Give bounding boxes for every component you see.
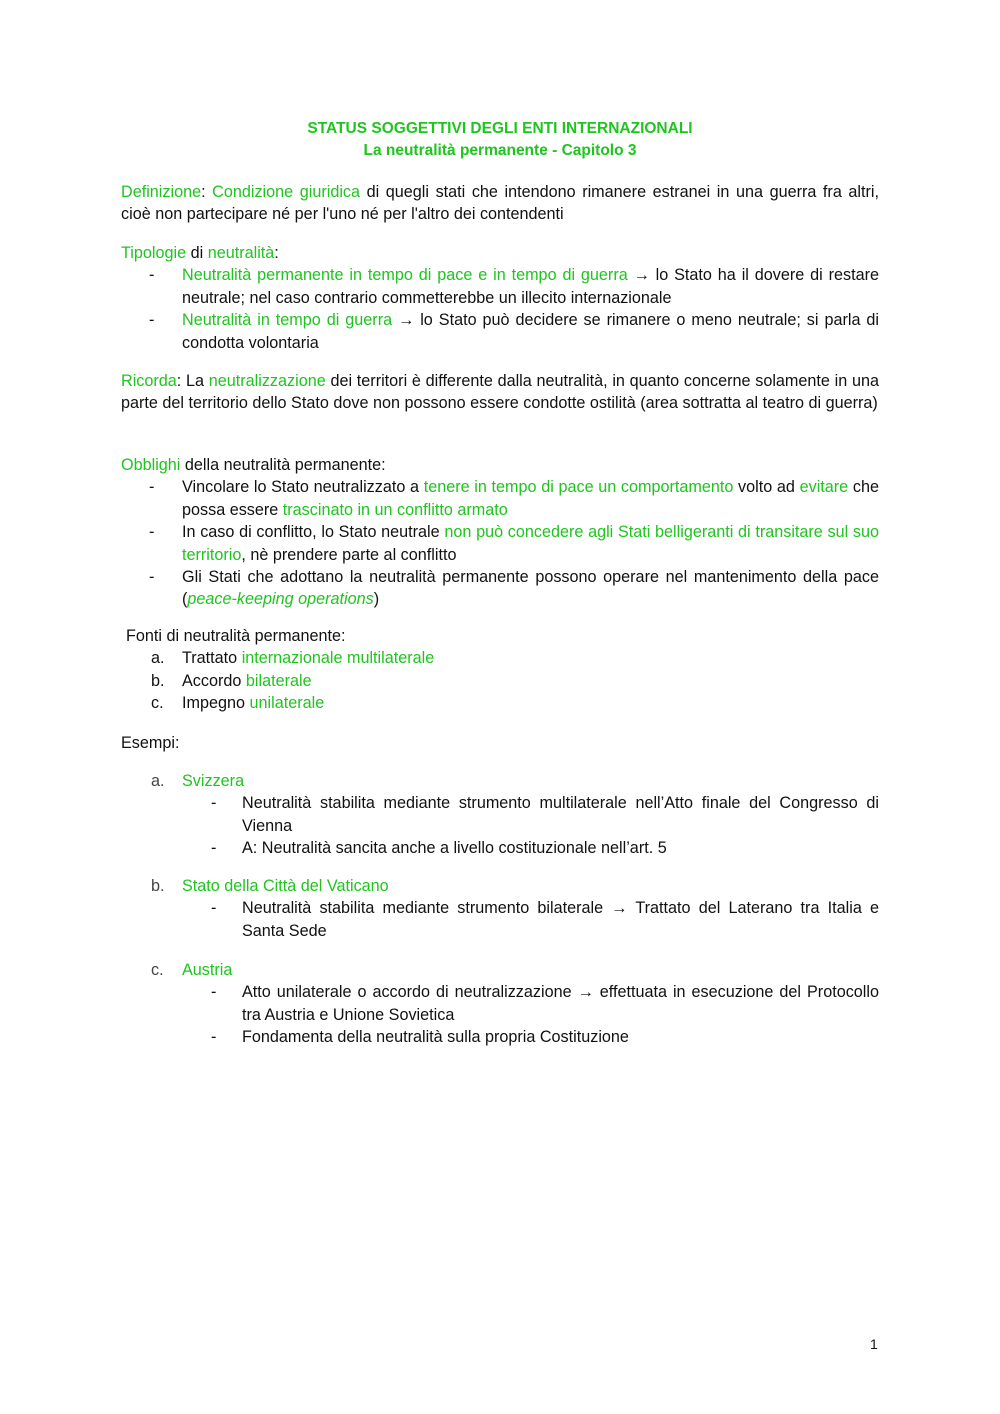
list-item	[121, 670, 879, 692]
bullet-marker: -	[211, 839, 217, 858]
bullet-marker: -	[211, 983, 217, 1002]
example-name: Svizzera	[182, 772, 245, 790]
list-marker: a.	[151, 772, 165, 790]
reminder-pre: : La	[176, 372, 209, 390]
list-item-highlight: Neutralità in tempo di guerra	[182, 311, 393, 330]
sub-list-item-text: Neutralità stabilita mediante strumento multilaterale nell’Atto finale del Congresso di Vienna	[242, 794, 879, 835]
definition-colon: :	[201, 183, 206, 201]
list-item	[121, 647, 879, 669]
example-title	[121, 770, 879, 792]
sub-list-item-text: Atto unilaterale o accordo di neutralizzazione → effettuata in esecuzione del Protocollo tra Austria e Unione Sovietica	[242, 983, 879, 1024]
sub-list-item	[121, 897, 879, 942]
reminder-label: Ricorda	[121, 372, 177, 390]
obligations-text: della neutralità permanente:	[180, 456, 386, 474]
list-item-highlight: bilaterale	[245, 671, 312, 690]
list-item	[121, 309, 879, 354]
list-item-highlight: Neutralità permanente in tempo di pace e in tempo di guerra	[182, 266, 628, 285]
bullet-marker: -	[211, 899, 217, 918]
list-item	[121, 566, 879, 611]
list-item-highlight: evitare	[799, 478, 849, 497]
document-subtitle: La neutralità permanente - Capitolo 3	[363, 142, 637, 160]
example-name: Austria	[182, 961, 233, 979]
obligations-label: Obblighi	[121, 456, 181, 474]
list-item-text: → lo Stato può decidere se rimanere o meno neutrale; si parla di condotta volontaria	[182, 311, 880, 352]
list-item	[121, 521, 879, 566]
definition-paragraph	[121, 181, 879, 226]
reminder-paragraph	[121, 370, 879, 415]
bullet-marker: -	[149, 266, 155, 285]
example-group	[121, 875, 879, 942]
list-item-text: Accordo	[182, 671, 246, 690]
sub-list-item	[121, 837, 879, 859]
sub-list-item-text: Neutralità stabilita mediante strumento bilaterale → Trattato del Laterano tra Italia e Santa Sede	[242, 899, 879, 940]
list-item-text: volto ad	[733, 478, 800, 497]
bullet-marker: -	[149, 478, 155, 497]
reminder-term: neutralizzazione	[208, 372, 326, 390]
list-marker: b.	[151, 671, 165, 690]
list-item-text: )	[373, 590, 380, 609]
sub-list-item	[121, 1026, 879, 1048]
example-group	[121, 959, 879, 1049]
list-item-text: Trattato	[182, 649, 242, 668]
list-item-text: → lo Stato ha il dovere di restare neutrale; nel caso contrario commetterebbe un illecito internazionale	[182, 266, 879, 307]
reminder-section	[121, 370, 879, 415]
sub-list-item	[121, 981, 879, 1026]
list-marker: b.	[151, 877, 165, 895]
sources-heading: Fonti di neutralità permanente:	[126, 627, 346, 645]
list-item	[121, 476, 879, 521]
example-title	[121, 875, 879, 897]
types-mid: di	[186, 244, 208, 262]
types-label: Tipologie	[121, 244, 187, 262]
sub-list-item-text: A: Neutralità sancita anche a livello costituzionale nell’art. 5	[242, 839, 667, 858]
list-item-text: In caso di conflitto, lo Stato neutrale	[182, 523, 445, 542]
types-heading	[121, 242, 879, 264]
sub-list-item	[121, 792, 879, 837]
list-item-highlight: internazionale multilaterale	[241, 649, 435, 668]
definition-text: di quegli stati che intendono rimanere estranei in una guerra fra altri, cioè non partecipare né per l'uno né per l'altro dei contendenti	[121, 183, 879, 224]
list-item-highlight: unilaterale	[249, 694, 325, 713]
example-group	[121, 770, 879, 860]
list-item	[121, 264, 879, 309]
list-item-highlight: non può concedere agli Stati belligeranti di transitare sul suo territorio	[182, 523, 879, 564]
list-marker: c.	[151, 961, 164, 979]
example-name: Stato della Città del Vaticano	[182, 877, 389, 895]
bullet-marker: -	[149, 568, 155, 587]
document-header	[121, 118, 879, 163]
list-item-highlight: tenere in tempo di pace un comportamento	[423, 478, 734, 497]
examples-label: Esempi:	[121, 734, 180, 752]
list-item-text: , nè prendere parte al conflitto	[241, 545, 457, 564]
page-number: 1	[870, 1336, 878, 1352]
obligations-heading	[121, 454, 879, 476]
list-item-text: che possa essere	[182, 478, 879, 519]
reminder-text: dei territori è differente dalla neutralità, in quanto concerne solamente in una parte del territorio dello Stato dove non possono essere condotte ostilità (area sottratta al teatro di guerra)	[121, 372, 879, 413]
bullet-marker: -	[211, 794, 217, 813]
list-item-highlight-italic: peace-keeping operations	[187, 590, 374, 609]
definition-term: Condizione giuridica	[212, 183, 361, 201]
list-item	[121, 692, 879, 714]
types-label-neutrality: neutralità	[207, 244, 275, 262]
sources-section	[121, 625, 879, 715]
list-marker: c.	[151, 694, 164, 713]
bullet-marker: -	[211, 1028, 217, 1047]
obligations-section	[121, 454, 879, 611]
list-item-text: Impegno	[182, 694, 250, 713]
list-marker: a.	[151, 649, 165, 668]
definition-label: Definizione	[121, 183, 202, 201]
list-item-text: Vincolare lo Stato neutralizzato a	[182, 478, 424, 497]
list-item-highlight: trascinato in un conflitto armato	[282, 500, 508, 519]
bullet-marker: -	[149, 311, 155, 330]
types-section	[121, 242, 879, 354]
definition-section	[121, 181, 879, 226]
list-item-text: Gli Stati che adottano la neutralità permanente possono operare nel mantenimento della pace (	[182, 568, 879, 609]
examples-heading	[121, 732, 879, 754]
bullet-marker: -	[149, 523, 155, 542]
sub-list-item-text: Fondamenta della neutralità sulla propria Costituzione	[242, 1028, 629, 1047]
types-colon: :	[274, 244, 279, 262]
document-title: STATUS SOGGETTIVI DEGLI ENTI INTERNAZIONALI	[307, 120, 693, 137]
example-title	[121, 959, 879, 981]
